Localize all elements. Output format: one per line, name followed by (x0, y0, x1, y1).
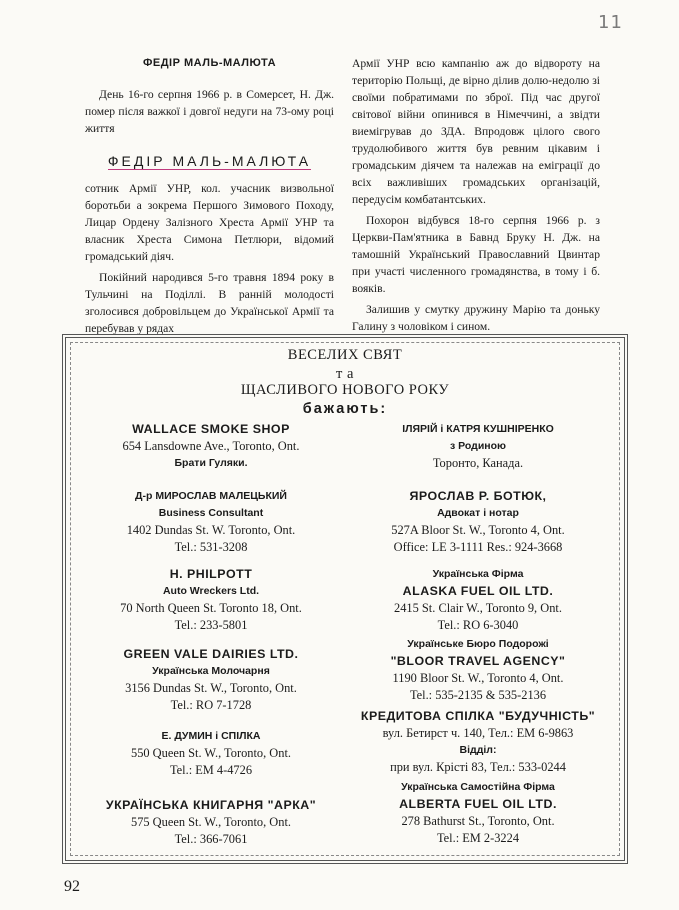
ad-line: Tel.: 535-2135 & 535-2136 (409, 688, 547, 702)
article-paragraph-1: День 16-го серпня 1966 р. в Сомерсет, Н. Дж. помер після важкої і довгої недуги на 73-ому році життя (85, 88, 334, 135)
greeting-line-3: ЩАСЛИВОГО НОВОГО РОКУ (240, 382, 450, 398)
left-ad-4 (76, 646, 346, 714)
ad-line: H. PHILPOTT (169, 567, 253, 581)
subtitle-text: ФЕДІР МАЛЬ-МАЛЮТА (107, 153, 312, 169)
ad-line: Українська Молочарня (152, 665, 270, 677)
article-subtitle (85, 153, 334, 170)
left-ad-2 (76, 488, 346, 556)
left-ad-6 (76, 797, 346, 848)
ad-line: Office: LE 3-1111 Res.: 924-3668 (393, 540, 563, 554)
ad-line: Tel.: EM 4-4726 (169, 763, 253, 777)
right-ad-5 (343, 708, 613, 776)
greeting-line-1: ВЕСЕЛИХ СВЯТ (287, 347, 403, 363)
ad-line: Українське Бюро Подорожі (407, 638, 549, 650)
ad-line: 70 North Queen St. Toronto 18, Ont. (120, 601, 302, 615)
article-left-column (85, 55, 334, 341)
ad-line: 2415 St. Clair W., Toronto 9, Ont. (394, 601, 562, 615)
right-ad-3 (343, 566, 613, 634)
article-right-column (352, 55, 600, 339)
article-header: ФЕДІР МАЛЬ-МАЛЮТА (142, 57, 277, 69)
ad-line: Business Consultant (158, 507, 264, 519)
ad-line: Tel.: 531-3208 (174, 540, 248, 554)
ad-line: 3156 Dundas St. W., Toronto, Ont. (125, 681, 297, 695)
ad-line: 1402 Dundas St. W. Toronto, Ont. (126, 523, 296, 537)
ad-line: 1190 Bloor St. W., Toronto 4, Ont. (392, 671, 564, 685)
right-ad-2 (343, 488, 613, 556)
ad-line: Відділ: (459, 744, 497, 756)
handwritten-page-number: 11 (598, 12, 623, 33)
right-ad-1 (343, 421, 613, 472)
article-paragraph-3: Покійний народився 5-го травня 1894 року в Тульчині на Поділлі. В ранній молодості зголосився добровільцем до Української Армії та перебував у рядах (85, 271, 334, 335)
left-ad-3 (76, 566, 346, 634)
ad-line: Українська Самостійна Фірма (401, 781, 555, 793)
ad-line: Е. ДУМИН і СПІЛКА (161, 730, 261, 742)
ad-line: Tel.: RO 7-1728 (170, 698, 252, 712)
page-number: 92 (64, 878, 80, 895)
ad-line: Д-р МИРОСЛАВ МАЛЕЦЬКИЙ (135, 490, 287, 502)
ad-line: "BLOOR TRAVEL AGENCY" (390, 654, 566, 668)
article-paragraph-4: Армії УНР всю кампанію аж до відвороту на територію Польщі, де вірно ділив долю-недолю зі своїми побратимами по зброї. Під час другої світової війни опинився в Німеччині, а звідти виемігрував до ЗДА. Впродовж цілого свого трудолюбивого життя був ревним цікавим і громадським діячем та належав на еміграції до всіх важливіших громадських організацій, передусім комбатантських. (352, 57, 600, 206)
ad-line: ALASKA FUEL OIL LTD. (402, 584, 554, 598)
article-paragraph-5: Похорон відбувся 18-го серпня 1966 р. з Церкви-Пам'ятника в Бавнд Брукy Н. Дж. на тамошній Український Православний Цвинтар при участі численного громадянства, в тому і б. вояків. (352, 214, 600, 295)
ad-line: WALLACE SMOKE SHOP (132, 422, 290, 436)
ad-line: 654 Lansdowne Ave., Toronto, Ont. (122, 439, 300, 453)
ad-line: УКРАЇНСЬКА КНИГАРНЯ "АРКА" (105, 798, 317, 812)
ad-line: Auto Wreckers Ltd. (162, 585, 260, 597)
ad-line: 575 Queen St. W., Toronto, Ont. (131, 815, 291, 829)
ad-line: ІЛЯРІЙ і КАТРЯ КУШНІРЕНКО (402, 423, 554, 435)
right-ad-6 (343, 779, 613, 847)
article-paragraph-2: сотник Армії УНР, кол. учасник визвольної боротьби а зокрема Першого Зимового Походу, Лицар Ордену Залізного Хреста Армії УНР та власник Хреста Симона Петлюри, відомий громадський діяч. (85, 182, 334, 263)
ad-line: вул. Бетирст ч. 140, Тел.: EM 6-9863 (382, 726, 574, 740)
ad-line: 527A Bloor St. W., Toronto 4, Ont. (391, 523, 565, 537)
ad-line: ALBERTA FUEL OIL LTD. (399, 797, 557, 811)
ad-line: Українська Фірма (432, 568, 524, 580)
ad-line: при вул. Крісті 83, Тел.: 533-0244 (390, 760, 566, 774)
ad-line: GREEN VALE DAIRIES LTD. (123, 647, 299, 661)
ad-line: Брати Гуляки. (174, 457, 248, 469)
article-paragraph-6: Залишив у смутку дружину Марію та доньку Галину з чоловіком і сином. (352, 303, 600, 333)
ad-line: Торонто, Канада. (432, 456, 524, 470)
ad-line: 278 Bathurst St., Toronto, Ont. (401, 814, 555, 828)
ad-line: КРЕДИТОВА СПІЛКА "БУДУЧНІСТЬ" (360, 709, 596, 723)
left-ad-5 (76, 728, 346, 779)
greeting-line-4: бажають: (302, 401, 388, 417)
ad-line: Tel.: 366-7061 (174, 832, 248, 846)
ad-line: Tel.: 233-5801 (174, 618, 248, 632)
ad-line: з Родиною (450, 440, 506, 452)
ad-line: ЯРОСЛАВ Р. БОТЮК, (409, 489, 547, 503)
greeting-line-2: т а (336, 366, 354, 382)
ad-line: Tel.: EM 2-3224 (436, 831, 520, 845)
left-ad-1 (76, 421, 346, 472)
ad-line: Адвокат і нотар (437, 507, 519, 519)
right-ad-4 (343, 636, 613, 704)
ad-line: Tel.: RO 6-3040 (437, 618, 519, 632)
ad-line: 550 Queen St. W., Toronto, Ont. (131, 746, 291, 760)
